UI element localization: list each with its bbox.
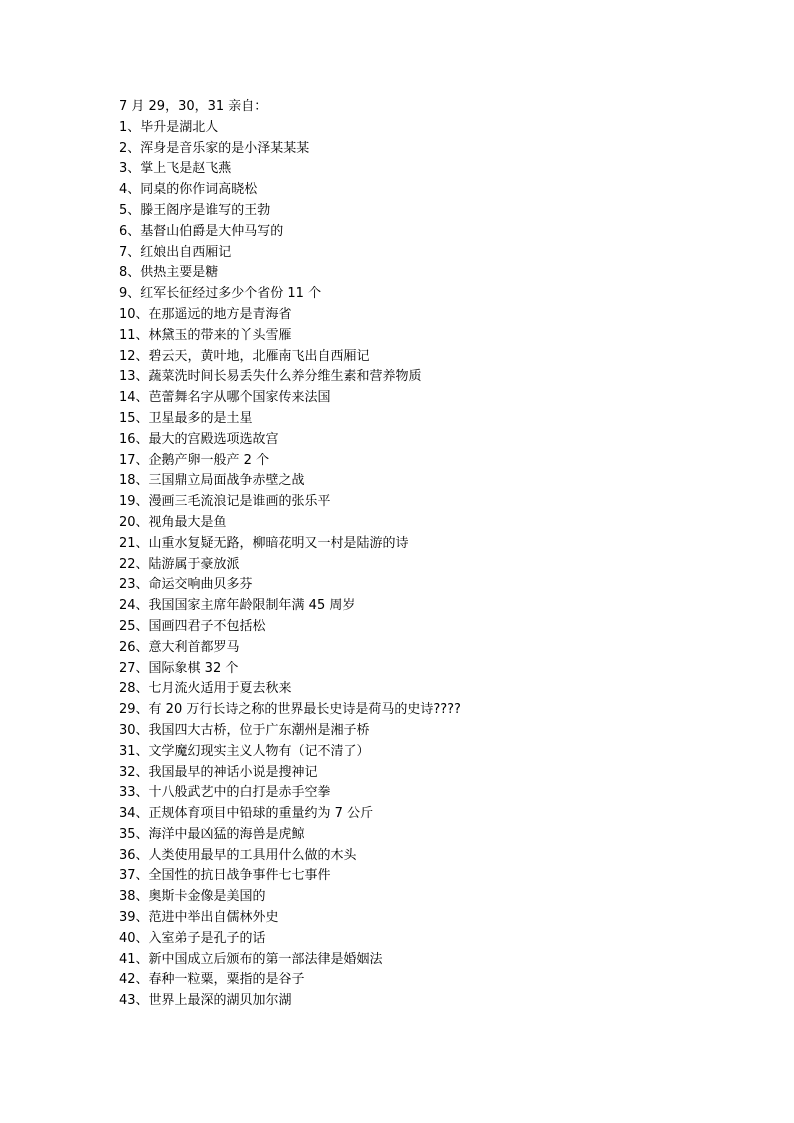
list-item: 10、在那遥远的地方是青海省	[119, 306, 292, 322]
list-item: 27、国际象棋 32 个	[119, 660, 239, 676]
list-item: 37、全国性的抗日战争事件七七事件	[119, 868, 331, 884]
list-item: 11、林黛玉的带来的丫头雪雁	[119, 327, 292, 343]
list-item: 2、浑身是音乐家的是小泽某某某	[119, 140, 310, 156]
list-item: 23、命运交响曲贝多芬	[119, 577, 253, 593]
list-item: 16、最大的宫殿选项选故宫	[119, 431, 279, 447]
list-item: 15、卫星最多的是土星	[119, 410, 253, 426]
list-item: 13、蔬菜洗时间长易丢失什么养分维生素和营养物质	[119, 369, 422, 385]
list-item: 1、毕升是湖北人	[119, 119, 219, 135]
list-item: 43、世界上最深的湖贝加尔湖	[119, 993, 292, 1009]
list-item: 9、红军长征经过多少个省份 11 个	[119, 286, 322, 302]
list-item: 8、供热主要是糖	[119, 265, 219, 281]
list-item: 4、同桌的你作词高晓松	[119, 182, 258, 198]
list-item: 30、我国四大古桥，位于广东潮州是湘子桥	[119, 722, 370, 738]
list-item: 18、三国鼎立局面战争赤壁之战	[119, 473, 305, 489]
list-item: 29、有 20 万行长诗之称的世界最长史诗是荷马的史诗????	[119, 702, 461, 718]
list-item: 34、正规体育项目中铅球的重量约为 7 公斤	[119, 806, 374, 822]
list-item: 19、漫画三毛流浪记是谁画的张乐平	[119, 494, 331, 510]
list-item: 3、掌上飞是赵飞燕	[119, 161, 232, 177]
list-item: 32、我国最早的神话小说是搜神记	[119, 764, 318, 780]
list-item: 17、企鹅产卵一般产 2 个	[119, 452, 270, 468]
document-body	[119, 97, 719, 1012]
list-item: 21、山重水复疑无路，柳暗花明又一村是陆游的诗	[119, 535, 409, 551]
list-item: 36、人类使用最早的工具用什么做的木头	[119, 847, 357, 863]
list-item: 33、十八般武艺中的白打是赤手空拳	[119, 785, 331, 801]
list-item: 40、入室弟子是孔子的话	[119, 930, 266, 946]
list-item: 41、新中国成立后颁布的第一部法律是婚姻法	[119, 951, 383, 967]
list-item: 31、文学魔幻现实主义人物有（记不清了）	[119, 743, 370, 759]
list-item: 39、范进中举出自儒林外史	[119, 910, 279, 926]
document-heading: 7 月 29，30，31 亲自：	[119, 99, 268, 114]
list-item: 26、意大利首都罗马	[119, 639, 240, 655]
list-item: 12、碧云天，黄叶地，北雁南飞出自西厢记	[119, 348, 370, 364]
list-item: 20、视角最大是鱼	[119, 514, 227, 530]
list-item: 14、芭蕾舞名字从哪个国家传来法国	[119, 390, 331, 406]
list-item: 38、奥斯卡金像是美国的	[119, 889, 266, 905]
list-item: 6、基督山伯爵是大仲马写的	[119, 223, 284, 239]
list-item: 24、我国国家主席年龄限制年满 45 周岁	[119, 598, 356, 614]
list-item: 7、红娘出自西厢记	[119, 244, 232, 260]
list-item: 5、滕王阁序是谁写的王勃	[119, 202, 271, 218]
list-item: 42、春种一粒粟，粟指的是谷子	[119, 972, 305, 988]
list-item: 35、海洋中最凶猛的海兽是虎鲸	[119, 826, 305, 842]
list-item: 25、国画四君子不包括松	[119, 618, 266, 634]
list-item: 28、七月流火适用于夏去秋来	[119, 681, 292, 697]
list-item: 22、陆游属于豪放派	[119, 556, 240, 572]
